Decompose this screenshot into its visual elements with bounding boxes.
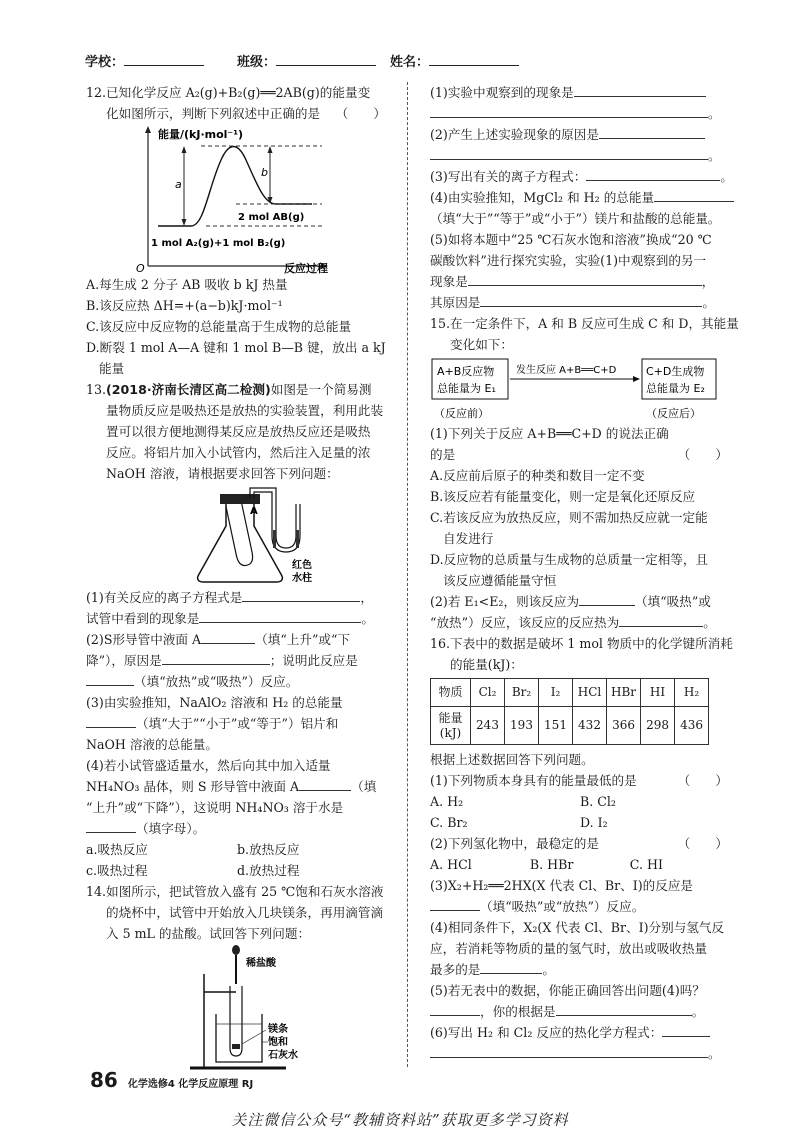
q14-apparatus-figure [86,944,388,1074]
q14-sub2-blank2[interactable] [430,147,708,160]
left-column [86,82,388,1067]
reactant-box-line1: A+B反应物 [437,365,495,378]
q15-sub1-line2 [430,444,730,465]
q16-sub1-option-b[interactable]: B. Cl₂ [580,794,616,809]
q14-sub5-line4: 其原因是 。 [430,295,715,310]
q15-sub2-blank2[interactable] [619,614,703,627]
reaction-arrow-label: 发生反应 A+B══C+D [516,365,617,376]
energy-axis-arrow-icon [145,126,151,133]
table-cell: HCl [573,679,607,707]
q15-option-d-cont: 该反应遵循能量守恒 [443,573,557,588]
q13-stem-rest: 如图是一个简易测 [270,382,372,397]
hcl-label: 稀盐酸 [246,958,276,969]
flask [198,502,283,582]
q14-sub3-line: (3)写出有关的离子方程式： 。 [430,169,733,184]
q15-stem-line2: 变化如下： [450,337,513,352]
q15-sub2-end: 。 [703,615,716,630]
q14-sub1-line1 [430,82,730,103]
q13-sub4-blank2[interactable] [86,820,136,833]
water-column-right [296,530,299,548]
q14-stem-line1: 14.如图所示，把试管放入盛有 25 ℃饱和石灰水溶液 [86,884,384,899]
table-cell: 366 [607,707,641,745]
q16-sub5-line1: (5)若无表中的数据，你能正确回答出问题(4)吗？ [430,983,705,998]
q16-sub1-option-a[interactable]: A. H₂ [430,794,464,809]
q15-sub2-hint: （填“吸热”或 [635,594,711,609]
q15-sub2-line1 [430,591,730,612]
table-cell: HBr [607,679,641,707]
q14-sub1-blank1[interactable] [574,84,706,97]
table-header-cell [431,707,471,745]
q14-sub5-line1: (5)如将本题中“25 ℃石灰水饱和溶液”换成“20 ℃ [430,232,712,247]
q14-sub4-text: (4)由实验推知，MgCl₂ 和 H₂ 的总能量 [430,190,655,205]
q13-sub2-text3: ；说明此反应是 [269,653,358,668]
table-cell: H₂ [675,679,709,707]
q14-sub5-text: 现象是 [430,274,468,289]
student-info-header [85,52,725,76]
q16-sub1-option-c[interactable]: C. Br₂ [430,815,468,830]
q16-sub5-blank2[interactable] [556,1003,692,1016]
label-products: 2 mol AB(g) [238,212,305,223]
table-header-cell: 物质 [431,679,471,707]
q16-sub6-blank1[interactable] [662,1024,710,1037]
page-footer [90,1070,253,1095]
q15-sub2-blank1[interactable] [579,593,635,606]
q13-sub4-hint: （填 [351,779,377,794]
q13-source: (2018·济南长清区高二检测) [106,382,271,397]
arrow-b-up-icon [268,146,273,153]
q13-sub2-hint2: （填“放热”或“吸热”）反应。 [134,674,299,689]
bond-energy-table [430,678,709,745]
q16-stem-line1: 16.下表中的数据是破坏 1 mol 物质中的化学键所消耗 [430,636,733,651]
q15-answer-paren[interactable]: （ ） [677,447,728,462]
table-cell: Cl₂ [471,679,505,707]
q15-option-d[interactable]: D.反应物的总质量与生成物的总质量一定相等，且 [430,552,709,567]
q16-sub3-hint: （填“吸热”或“放热”）反应。 [480,899,645,914]
q12-option-d-cont: 能量 [99,361,125,376]
red-water-label-2: 水柱 [292,573,312,584]
q13-sub2-blank3[interactable] [86,673,134,686]
q15-stem-line1: 15.在一定条件下，A 和 B 反应可生成 C 和 D，其能量 [430,316,739,331]
q14-sub2-line2: 。 [430,145,730,166]
q16-sub2-option-b[interactable]: B. HBr [529,857,574,872]
q16-sub5-line2: ，你的根据是 。 [430,1001,730,1022]
sat-label: 饱和 [268,1037,288,1048]
product-box-line1: C+D生成物 [646,365,705,378]
q14-sub5-blank2[interactable] [480,294,702,307]
label-reactants: 1 mol A₂(g)+1 mol B₂(g) [151,238,286,249]
q15-option-c[interactable]: C.若该反应为放热反应，则不需加热反应就一定能 [430,510,708,525]
lime-label: 石灰水 [268,1050,298,1061]
energy-unit: (kJ) [439,725,462,740]
q12-option-c[interactable]: C.该反应中反应物的总能量高于生成物的总能量 [86,319,352,334]
energy-label: 能量 [438,710,463,725]
school-label: 学校： [85,55,125,70]
q14-sub1-line2: 。 [430,103,730,124]
q13-sub4-blank1[interactable] [299,778,351,791]
arrow-a-up-icon [182,146,187,153]
q13-option-a[interactable]: a.吸热反应 [86,842,148,857]
red-water-label-1: 红色 [292,560,312,571]
table-cell: 436 [675,707,709,745]
q13-stem-line3: 置可以很方便地测得某反应是放热反应还是吸热 [106,424,371,439]
table-cell: 151 [539,707,573,745]
q14-sub2-blank1[interactable] [599,126,705,139]
class-label: 班级： [237,55,277,70]
q16-sub5-blank1[interactable] [430,1003,480,1016]
before-label: （反应前） [434,407,489,420]
q14-sub5-line3: 现象是 ， [430,274,715,289]
q13-sub3-hint: （填“大于”“小于”或“等于”）铝片和 [136,716,339,731]
q16-sub2-text: (2)下列氢化物中，最稳定的是 [430,836,599,851]
origin-label: O [136,262,145,274]
mg-label: 镁条 [268,1024,288,1035]
q16-sub1-options-row2 [430,812,730,833]
q13-options-row1 [86,839,388,860]
q13-sub4-line3: “上升”或“下降”），这说明 NH₄NO₃ 溶于水是 [86,800,344,815]
q16-sub3-blank[interactable] [430,898,480,911]
q14-sub3-blank[interactable] [586,168,720,181]
class-field[interactable] [237,52,376,73]
q13-option-d[interactable]: d.放热过程 [237,863,300,878]
q14-stem-line2: 的烧杯中，试管中开始放入几块镁条，再用滴管滴 [106,905,384,920]
q16-sub2-option-c[interactable]: C. HI [629,857,663,872]
q14-sub2-line1 [430,124,730,145]
q13-sub2-blank2[interactable] [162,652,270,665]
q16-sub4-line3: 最多的是 。 [430,962,555,977]
q14-sub4-blank[interactable] [654,189,734,202]
q13-sub2-line2 [86,650,388,671]
q15-sub2-line2 [430,612,730,633]
q16-sub4-blank[interactable] [480,961,542,974]
q13-sub4-text: NH₄NO₃ 晶体，则 S 形导管中液面 A [86,779,300,794]
table-cell: HI [641,679,675,707]
q16-sub4-line1: (4)相同条件下，X₂(X 代表 Cl、Br、I)分别与氢气反 [430,920,725,935]
q13-sub4-line4 [86,818,388,839]
q14-sub4-line2: （填“大于”“等于”或“小于”）镁片和盐酸的总能量。 [430,211,721,226]
q13-sub1-blank1[interactable] [242,589,360,602]
q16-sub6-line2: 。 [430,1043,730,1064]
q13-sub3-line2 [86,713,388,734]
q13-sub2-text2: 降”），原因是 [86,653,162,668]
table-cell: 432 [573,707,607,745]
q15-reaction-diagram [430,355,730,423]
q13-sub3-line3: NaOH 溶液的总能量。 [86,737,218,752]
q13-sub2-text: (2)S形导管中液面 A [86,632,202,647]
q16-sub2-options [430,854,730,875]
q13-sub2-line1 [86,629,388,650]
water-column-left [273,530,276,548]
label-A: A [250,506,258,517]
table-cell: 243 [471,707,505,745]
q14-sub5-line2: 碳酸饮料”进行探究实验，实验(1)中观察到的另一 [430,253,707,268]
arrow-a-down-icon [182,219,187,226]
q16-sub6-text: (6)写出 H₂ 和 Cl₂ 反应的热化学方程式： [430,1025,663,1040]
q12-energy-diagram [86,124,388,274]
q14-sub1-blank2[interactable] [430,105,708,118]
right-column [430,82,739,1067]
q14-stem-line3: 入 5 mL 的盐酸。试回答下列问题： [106,926,311,941]
q16-sub1-options-row1 [430,791,730,812]
q16-sub6-blank2[interactable] [430,1045,708,1058]
mg-strips [232,1044,240,1049]
q16-sub4-line2: 应，若消耗等物质的量的氢气时，放出或吸收热量 [430,941,708,956]
q16-sub1-paren[interactable]: （ ） [677,773,728,788]
product-box-line2: 总能量为 E₂ [646,382,705,395]
q16-sub2-option-a[interactable]: A. HCl [430,857,472,872]
q15-option-c-cont: 自发进行 [443,531,494,546]
column-divider [407,82,408,1067]
q16-sub3-line1: (3)X₂+H₂══2HX(X 代表 Cl、Br、I)的反应是 [430,878,694,893]
q14-sub5-text2: 其原因是 [430,295,481,310]
table-cell: I₂ [539,679,573,707]
q13-sub3-line1: (3)由实验推知，NaAlO₂ 溶液和 H₂ 的总能量 [86,695,343,710]
q16-sub1-line [430,770,730,791]
reactant-box-line2: 总能量为 E₁ [437,382,496,395]
q13-options-row2 [86,860,388,881]
q14-sub1-text: (1)实验中观察到的现象是 [430,85,574,100]
q14-sub5-blank1[interactable] [468,273,702,286]
table-row [431,679,709,707]
q13-sub3-blank[interactable] [86,715,136,728]
q13-sub1-line1: (1)有关反应的离子方程式是 ， [86,590,373,605]
q15-sub2-text2: “放热”）反应，该反应的反应热为 [430,615,620,630]
q13-stem-line4: 反应。将铝片加入小试管内，然后注入足量的浓 [106,445,371,460]
q12-stem-text: 化如图所示，判断下列叙述中正确的是 [106,106,321,121]
q16-sub2-paren[interactable]: （ ） [677,836,728,851]
q16-sub3-line2 [430,896,730,917]
reaction-axis-label: 反应过程 [284,262,328,274]
q13-sub1-text: (1)有关反应的离子方程式是 [86,590,243,605]
q15-sub1-text: 的是 [430,447,456,462]
name-label: 姓名： [390,55,430,70]
q12-option-a[interactable]: A.每生成 2 分子 AB 吸收 b kJ 热量 [86,277,288,292]
q13-sub2-hint: （填“上升”或“下 [255,632,351,647]
dropper-bulb [232,945,240,955]
name-blank[interactable] [429,52,519,66]
q12-stem-line1: 12.已知化学反应 A₂(g)+B₂(g)══2AB(g)的能量变 [86,85,371,100]
q13-sub4-line1: (4)若小试管盛适量水，然后向其中加入适量 [86,758,331,773]
q13-sub1-text2: 试管中看到的现象是 [86,611,200,626]
q13-sub2-line3 [86,671,388,692]
q13-sub1-line2: 试管中看到的现象是 。 [86,611,374,626]
q12-stem-line2 [86,103,388,124]
table-cell: 193 [505,707,539,745]
q13-sub2-blank1[interactable] [201,631,255,644]
after-label: （反应后） [646,407,701,420]
q12-answer-paren[interactable]: （ ） [335,106,386,121]
q13-stem-line5: NaOH 溶液，请根据要求回答下列问题： [106,466,339,481]
q13-sub4-line2 [86,776,388,797]
page-number: 86 [90,1068,118,1092]
q14-sub3-text: (3)写出有关的离子方程式： [430,169,587,184]
q15-sub2-text: (2)若 E₁<E₂，则该反应为 [430,594,580,609]
q13-apparatus-figure [86,484,388,587]
q16-sub5-text: ，你的根据是 [480,1004,556,1019]
q15-option-b[interactable]: B.该反应若有能量变化，则一定是氧化还原反应 [430,489,696,504]
q12-option-b[interactable]: B.该反应热 ΔH=+(a−b)kJ·mol⁻¹ [86,298,283,313]
q16-sub1-option-d[interactable]: D. I₂ [580,815,608,830]
watermark-text: 关注微信公众号“教辅资料站”获取更多学习资料 [231,1111,569,1129]
q13-stem-line1: 13.(2018·济南长清区高二检测)如图是一个简易测 [86,382,372,397]
q16-sub4-text: 最多的是 [430,962,481,977]
q16-instruction: 根据上述数据回答下列问题。 [430,752,594,767]
q13-sub1-blank2[interactable] [199,610,361,623]
q16-sub6-line1 [430,1022,730,1043]
q15-sub1-line1: (1)下列关于反应 A+B══C+D 的说法正确 [430,426,669,441]
q16-sub1-text: (1)下列物质本身具有的能量最低的是 [430,773,637,788]
table-cell: 298 [641,707,675,745]
name-field[interactable] [390,52,519,73]
energy-axis-label: 能量/(kJ·mol⁻¹) [158,128,244,141]
q14-sub4-line1 [430,187,730,208]
table-row [431,707,709,745]
school-field[interactable] [85,52,204,73]
q14-sub2-text: (2)产生上述实验现象的原因是 [430,127,599,142]
class-blank[interactable] [276,52,376,66]
school-blank[interactable] [124,52,204,66]
q16-sub2-line [430,833,730,854]
reaction-arrow-head-icon [633,376,640,382]
label-b: b [261,166,268,179]
label-a: a [175,178,182,191]
book-title: 化学选修4 化学反应原理 RJ [127,1079,254,1090]
table-cell: Br₂ [505,679,539,707]
q13-option-b[interactable]: b.放热反应 [237,842,300,857]
q15-option-a[interactable]: A.反应前后原子的种类和数目一定不变 [430,468,645,483]
q13-sub4-hint2: （填字母）。 [136,821,206,836]
q13-stem-line2: 量物质反应是吸热还是放热的实验装置，利用此装 [106,403,384,418]
q16-stem-line2: 的能量(kJ)： [450,657,523,672]
q13-option-c[interactable]: c.吸热过程 [86,863,148,878]
q12-option-d[interactable]: D.断裂 1 mol A—A 键和 1 mol B—B 键，放出 a kJ [86,340,386,355]
